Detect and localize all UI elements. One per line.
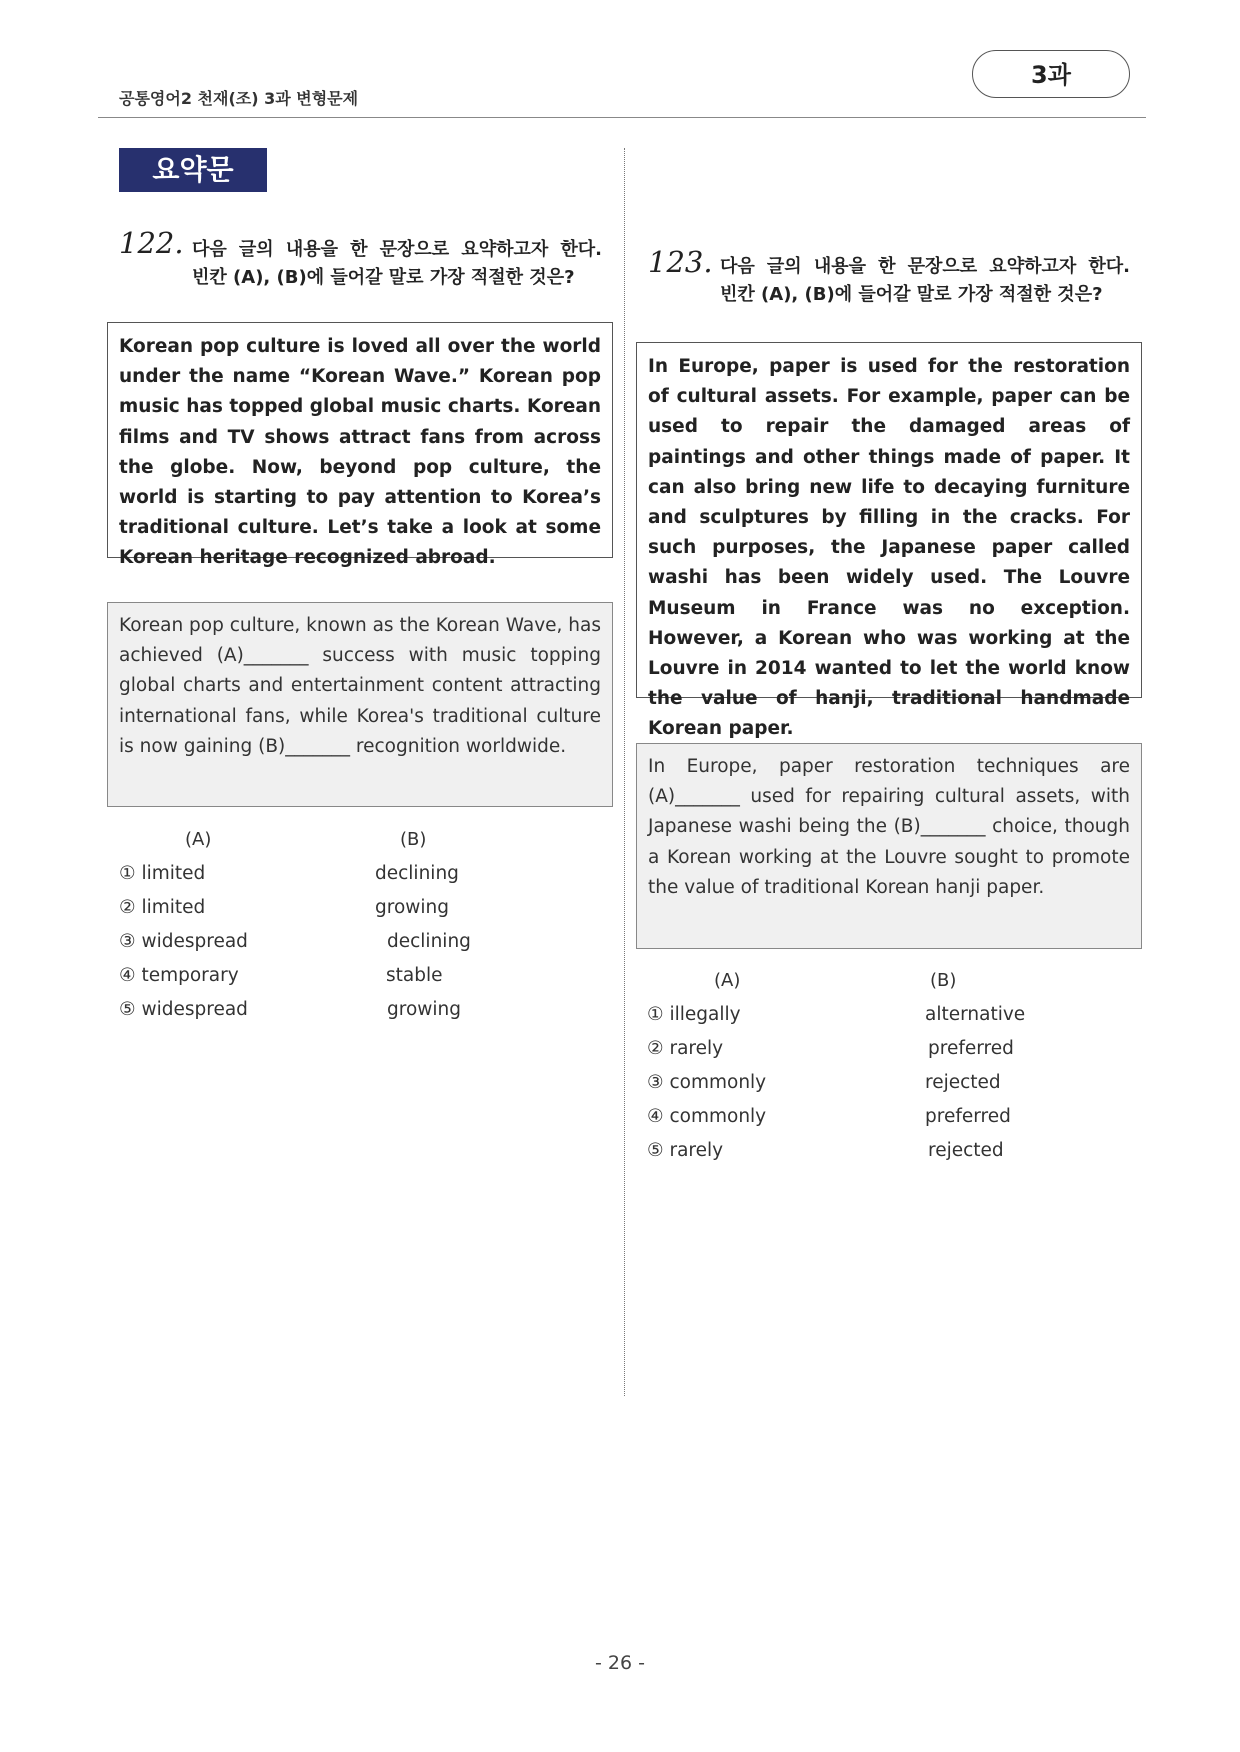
passage-box: Korean pop culture is loved all over the world under the name “Korean Wave.” Korean pop music has topped global music charts. Korean films and TV shows attract fans from across the globe. Now, beyond pop culture, the world is starting to pay attention to Korea’s traditional culture. Let’s take a look at some Korean heritage recognized abroad. — [107, 322, 613, 558]
option-a-text: ② limited — [119, 897, 206, 918]
option-b-text: declining — [375, 863, 459, 884]
passage-box: In Europe, paper is used for the restoration of cultural assets. For example, paper can be used to repair the damaged areas of paintings and other things made of paper. It can also bring new life to decaying furniture and sculptures by filling in the cracks. For such purposes, the Japanese paper called washi has been widely used. The Louvre Museum in France was no exception. However, a Korean who was working at the Louvre in 2014 wanted to let the world know the value of hanji, traditional handmade Korean paper. — [636, 342, 1142, 698]
option-b-text: alternative — [925, 1004, 1026, 1025]
option-b-text: rejected — [928, 1140, 1004, 1161]
column-divider — [624, 148, 625, 1396]
page-number: - 26 - — [595, 1652, 645, 1674]
option-b-text: preferred — [928, 1038, 1014, 1059]
question-prompt-line1: 다음 글의 내용을 한 문장으로 요약하고자 한다. — [192, 239, 602, 260]
question-prompt-line2: 빈칸 (A), (B)에 들어갈 말로 가장 적절한 것은? — [192, 267, 575, 288]
column-b-header: (B) — [400, 829, 427, 850]
option-b-text: growing — [375, 897, 449, 918]
summary-box: In Europe, paper restoration techniques are (A)_______ used for repairing cultural assets, with Japanese washi being the (B)_______ choice, though a Korean working at the Louvre sought to promote the value of traditional Korean hanji paper. — [636, 743, 1142, 949]
option-a-text: ① limited — [119, 863, 206, 884]
option-a-text: ⑤ widespread — [119, 999, 248, 1020]
option-a-text: ④ temporary — [119, 965, 239, 986]
lesson-badge: 3과 — [972, 50, 1130, 98]
column-a-header: (A) — [185, 829, 212, 850]
header-title: 공통영어2 천재(조) 3과 변형문제 — [119, 89, 359, 108]
option-b-text: stable — [386, 965, 443, 986]
question-prompt — [720, 253, 1130, 281]
question-prompt-line2: 빈칸 (A), (B)에 들어갈 말로 가장 적절한 것은? — [720, 284, 1103, 305]
option-b-text: rejected — [925, 1072, 1001, 1093]
section-label: 요약문 — [119, 148, 267, 192]
option-a-text: ② rarely — [647, 1038, 724, 1059]
option-a-text: ⑤ rarely — [647, 1140, 724, 1161]
column-b-header: (B) — [930, 970, 957, 991]
option-b-text: growing — [387, 999, 461, 1020]
question-prompt-2 — [720, 281, 1130, 309]
question-number: 123. — [648, 245, 713, 279]
column-a-header: (A) — [714, 970, 741, 991]
option-a-text: ③ widespread — [119, 931, 248, 952]
question-prompt — [192, 236, 602, 264]
option-a-text: ④ commonly — [647, 1106, 767, 1127]
question-prompt-line1: 다음 글의 내용을 한 문장으로 요약하고자 한다. — [720, 256, 1130, 277]
option-a-text: ① illegally — [647, 1004, 741, 1025]
question-prompt-2 — [192, 264, 602, 292]
option-a-text: ③ commonly — [647, 1072, 767, 1093]
option-b-text: declining — [387, 931, 471, 952]
header-divider — [98, 117, 1146, 118]
summary-box: Korean pop culture, known as the Korean Wave, has achieved (A)_______ success with music topping global charts and entertainment content attracting international fans, while Korea's traditional culture is now gaining (B)_______ recognition worldwide. — [107, 602, 613, 807]
question-number: 122. — [119, 226, 184, 260]
option-b-text: preferred — [925, 1106, 1011, 1127]
